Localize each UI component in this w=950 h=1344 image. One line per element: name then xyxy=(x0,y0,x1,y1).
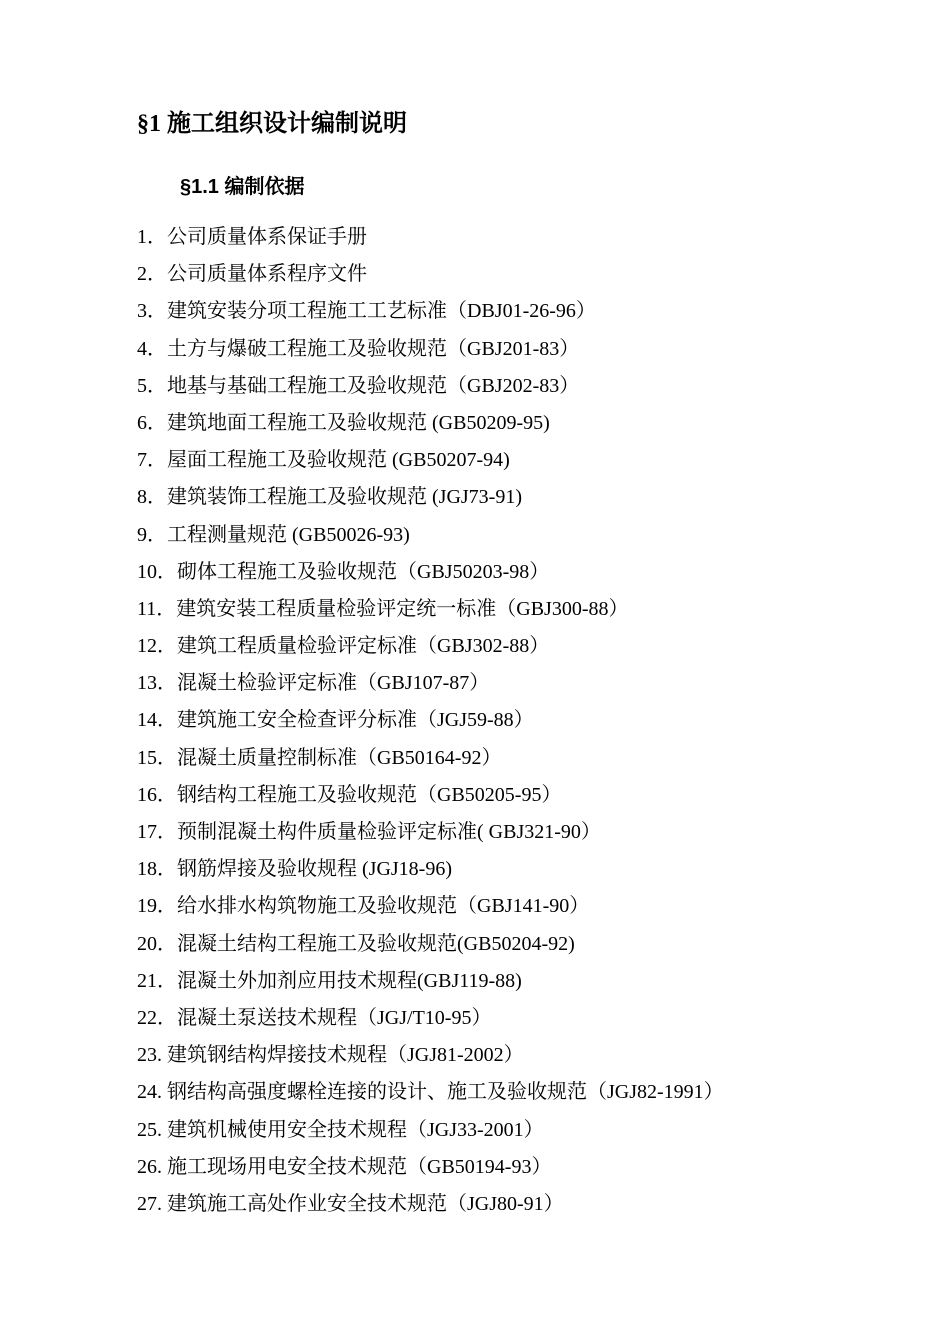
list-item: 6．建筑地面工程施工及验收规范 (GB50209-95) xyxy=(137,411,550,434)
list-item: 22．混凝土泵送技术规程（JGJ/T10-95） xyxy=(137,1006,492,1029)
list-item: 7．屋面工程施工及验收规范 (GB50207-94) xyxy=(137,449,510,472)
list-item: 23. 建筑钢结构焊接技术规程（JGJ81-2002） xyxy=(137,1044,524,1067)
list-item: 17．预制混凝土构件质量检验评定标准( GBJ321-90） xyxy=(137,821,601,843)
reference-list xyxy=(137,219,724,1223)
list-item: 19．给水排水构筑物施工及验收规范（GBJ141-90） xyxy=(137,895,590,918)
list-item: 14．建筑施工安全检查评分标准（JGJ59-88） xyxy=(137,709,534,732)
list-item: 8．建筑装饰工程施工及验收规范 (JGJ73-91) xyxy=(137,486,522,509)
list-item: 20．混凝土结构工程施工及验收规范(GB50204-92) xyxy=(137,932,575,955)
list-item: 5．地基与基础工程施工及验收规范（GBJ202-83） xyxy=(137,374,580,397)
list-item: 16．钢结构工程施工及验收规范（GB50205-95） xyxy=(137,783,562,806)
list-item: 4．土方与爆破工程施工及验收规范（GBJ201-83） xyxy=(137,337,580,360)
list-item: 25. 建筑机械使用安全技术规程（JGJ33-2001） xyxy=(137,1118,544,1141)
list-item: 26. 施工现场用电安全技术规范（GB50194-93） xyxy=(137,1155,552,1178)
list-item: 12．建筑工程质量检验评定标准（GBJ302-88） xyxy=(137,635,550,658)
list-item: 27. 建筑施工高处作业安全技术规范（JGJ80-91） xyxy=(137,1192,564,1215)
list-item: 13．混凝土检验评定标准（GBJ107-87） xyxy=(137,672,490,695)
list-item: 10．砌体工程施工及验收规范（GBJ50203-98） xyxy=(137,560,550,583)
list-item: 24. 钢结构高强度螺栓连接的设计、施工及验收规范（JGJ82-1991） xyxy=(137,1081,724,1104)
list-item: 18．钢筋焊接及验收规程 (JGJ18-96) xyxy=(137,858,452,881)
section-heading: §1 施工组织设计编制说明 xyxy=(137,111,407,137)
list-item: 11．建筑安装工程质量检验评定统一标准（GBJ300-88） xyxy=(137,597,629,620)
list-item: 3．建筑安装分项工程施工工艺标准（DBJ01-26-96） xyxy=(137,300,596,323)
list-item: 2．公司质量体系程序文件 xyxy=(137,263,367,286)
list-item: 9．工程测量规范 (GB50026-93) xyxy=(137,523,410,546)
list-item: 1．公司质量体系保证手册 xyxy=(137,226,367,248)
list-item: 15．混凝土质量控制标准（GB50164-92） xyxy=(137,746,502,769)
list-item: 21．混凝土外加剂应用技术规程(GBJ119-88) xyxy=(137,969,522,992)
subsection-heading: §1.1 编制依据 xyxy=(180,176,305,198)
